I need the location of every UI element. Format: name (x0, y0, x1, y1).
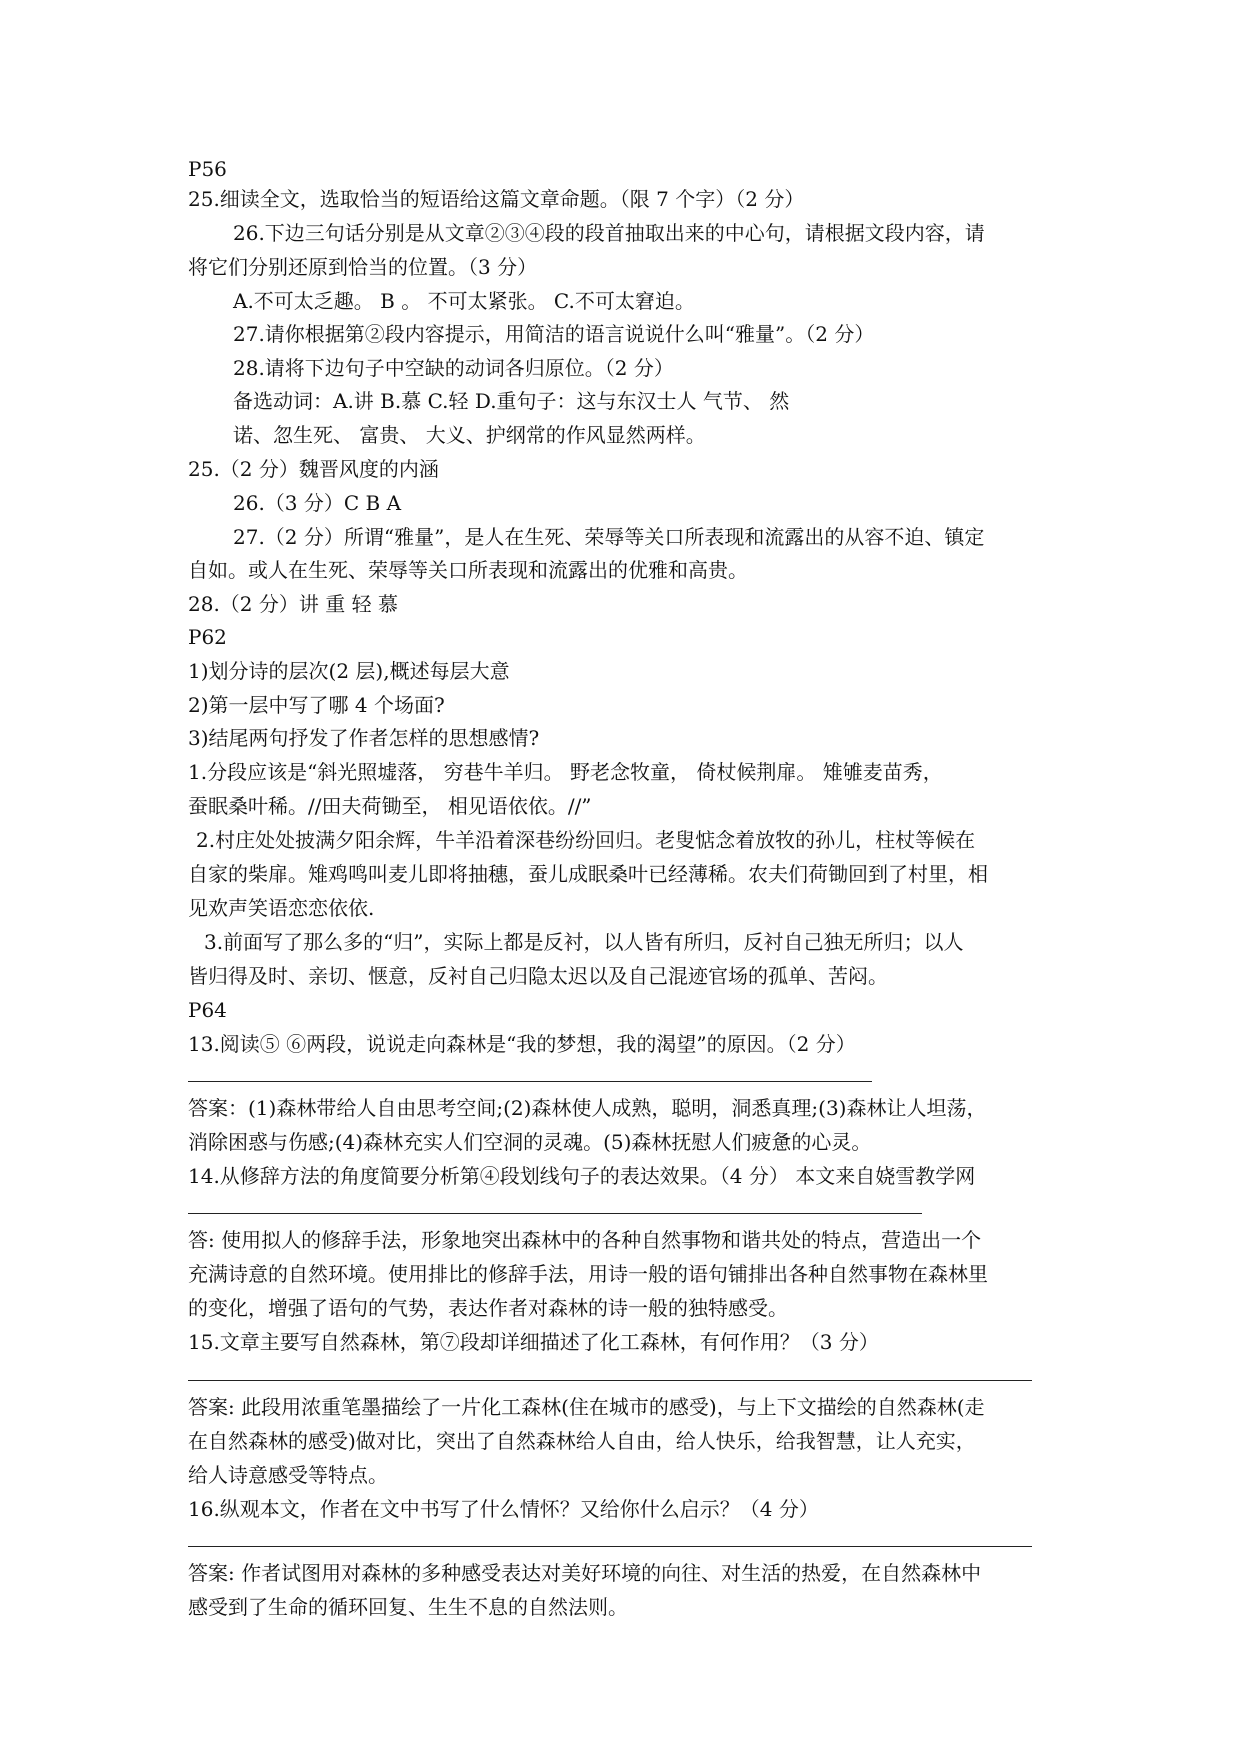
answer-27-line-1: 27.（2 分）所谓“雅量”，是人在生死、荣辱等关口所表现和流露出的从容不迫、镇定 (233, 525, 985, 549)
answer-14-line-1: 答: 使用拟人的修辞手法，形象地突出森林中的各种自然事物和谐共处的特点，营造出一个 (188, 1228, 982, 1252)
question-26-line-2: 将它们分别还原到恰当的位置。（3 分） (188, 255, 538, 279)
answer-14-line-3: 的变化，增强了语句的气势，表达作者对森林的诗一般的独特感受。 (188, 1296, 788, 1320)
answer-28: 28.（2 分）讲 重 轻 慕 (188, 592, 398, 616)
answer-line-16 (188, 1546, 1032, 1547)
p62-answer-3-line-2: 皆归得及时、亲切、惬意，反衬自己归隐太迟以及自己混迹官场的孤单、苦闷。 (188, 964, 888, 988)
answer-25: 25.（2 分）魏晋风度的内涵 (188, 457, 439, 481)
answer-13-line-2: 消除困惑与伤感;(4)森林充实人们空洞的灵魂。(5)森林抚慰人们疲惫的心灵。 (188, 1130, 872, 1154)
p62-answer-3-line-1: 3.前面写了那么多的“归”，实际上都是反衬，以人皆有所归，反衬自己独无所归；以人 (204, 930, 964, 954)
p62-answer-2-line-2: 自家的柴扉。雉鸡鸣叫麦儿即将抽穗，蚕儿成眠桑叶已经薄稀。农夫们荷锄回到了村里，相 (188, 862, 988, 886)
question-27: 27.请你根据第②段内容提示，用简洁的语言说说什么叫“雅量”。（2 分） (233, 322, 875, 346)
answer-13-line-1: 答案：(1)森林带给人自由思考空间;(2)森林使人成熟，聪明，洞悉真理;(3)森林让人坦荡， (188, 1096, 987, 1120)
question-26-options: A.不可太乏趣。 B 。 不可太紧张。 C.不可太窘迫。 (233, 289, 695, 313)
question-15: 15.文章主要写自然森林，第⑦段却详细描述了化工森林，有何作用？（3 分） (188, 1330, 879, 1354)
answer-15-line-1: 答案: 此段用浓重笔墨描绘了一片化工森林(住在城市的感受)，与上下文描绘的自然森林(走 (188, 1395, 985, 1419)
question-28-verbs: 备选动词：A.讲 B.慕 C.轻 D.重句子：这与东汉士人 气节、 然 (233, 389, 790, 413)
question-25: 25.细读全文，选取恰当的短语给这篇文章命题。（限 7 个字）（2 分） (188, 187, 805, 211)
p62-question-3: 3)结尾两句抒发了作者怎样的思想感情? (188, 726, 540, 750)
page-label-p62: P62 (188, 625, 227, 649)
answer-line-15 (188, 1380, 1032, 1381)
answer-line-13 (188, 1081, 872, 1082)
question-14: 14.从修辞方法的角度简要分析第④段划线句子的表达效果。（4 分） 本文来自娆雪教学网 (188, 1164, 976, 1188)
answer-26: 26.（3 分）C B A (233, 491, 402, 515)
page-label-p56: P56 (188, 157, 227, 181)
question-28: 28.请将下边句子中空缺的动词各归原位。（2 分） (233, 356, 674, 380)
answer-14-line-2: 充满诗意的自然环境。使用排比的修辞手法，用诗一般的语句铺排出各种自然事物在森林里 (188, 1262, 988, 1286)
p62-answer-1-line-1: 1.分段应该是“斜光照墟落， 穷巷牛羊归。 野老念牧童， 倚杖候荆扉。 雉雊麦苗秀， (188, 760, 943, 784)
question-16: 16.纵观本文，作者在文中书写了什么情怀？又给你什么启示？（4 分） (188, 1497, 819, 1521)
p62-answer-1-line-2: 蚕眠桑叶稀。//田夫荷锄至， 相见语依依。//” (188, 794, 592, 818)
answer-27-line-2: 自如。或人在生死、荣辱等关口所表现和流露出的优雅和高贵。 (188, 558, 748, 582)
answer-15-line-3: 给人诗意感受等特点。 (188, 1463, 388, 1487)
question-28-sentence: 诺、忽生死、 富贵、 大义、护纲常的作风显然两样。 (233, 423, 706, 447)
page-label-p64: P64 (188, 998, 227, 1022)
answer-15-line-2: 在自然森林的感受)做对比，突出了自然森林给人自由，给人快乐，给我智慧，让人充实， (188, 1429, 976, 1453)
question-13: 13.阅读⑤ ⑥两段，说说走向森林是“我的梦想，我的渴望”的原因。（2 分） (188, 1032, 856, 1056)
answer-16-line-1: 答案: 作者试图用对森林的多种感受表达对美好环境的向往、对生活的热爱，在自然森林中 (188, 1561, 982, 1585)
answer-line-14 (188, 1213, 922, 1214)
p62-answer-2-line-1: 2.村庄处处披满夕阳余辉，牛羊沿着深巷纷纷回归。老叟惦念着放牧的孙儿，柱杖等候在 (196, 828, 976, 852)
answer-16-line-2: 感受到了生命的循环回复、生生不息的自然法则。 (188, 1595, 628, 1619)
p62-question-1: 1)划分诗的层次(2 层),概述每层大意 (188, 659, 510, 683)
p62-answer-2-line-3: 见欢声笑语恋恋依依. (188, 896, 375, 920)
p62-question-2: 2)第一层中写了哪 4 个场面? (188, 693, 445, 717)
question-26-line-1: 26.下边三句话分别是从文章②③④段的段首抽取出来的中心句，请根据文段内容，请 (233, 221, 985, 245)
